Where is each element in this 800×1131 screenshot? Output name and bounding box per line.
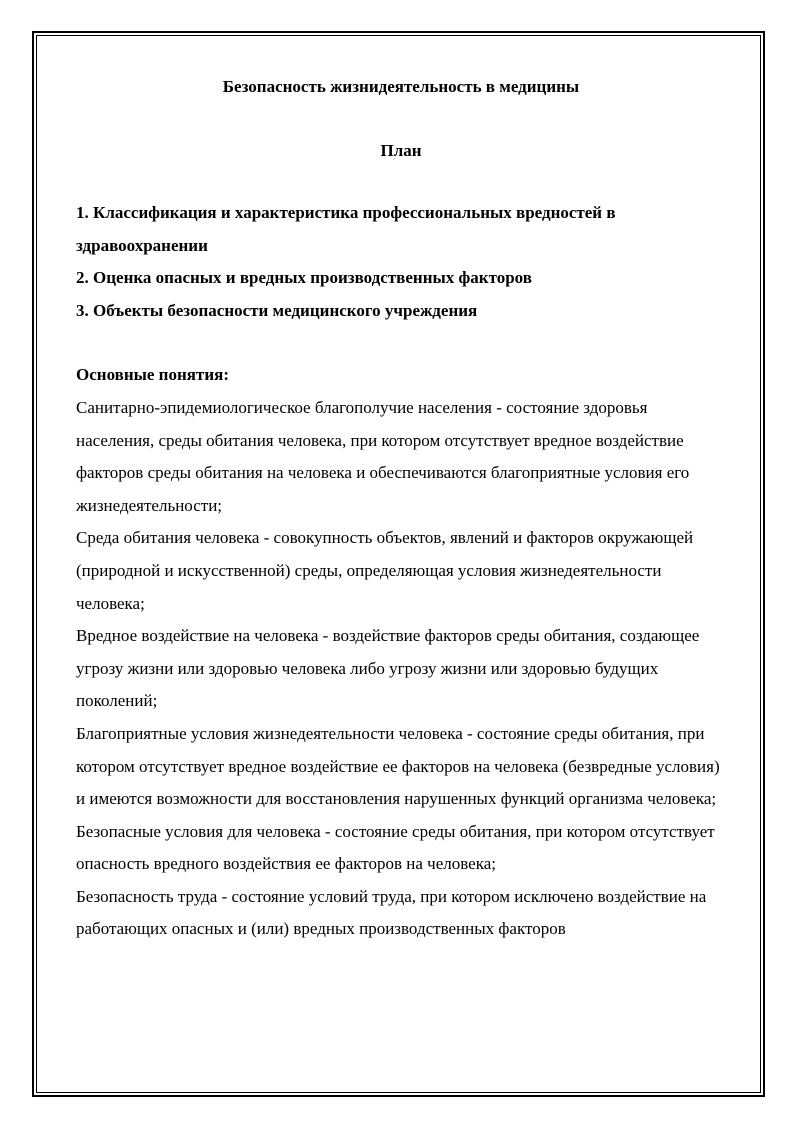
concept-definition: Благоприятные условия жизнедеятельности человека - состояние среды обитания, при котором отсутствует вредное воздействие ее факторов на человека (безвредные условия) и имеются возможности для восстановления нарушенных функций организма человека; <box>76 723 720 809</box>
concept-definition: Безопасность труда - состояние условий труда, при котором исключено воздействие на работающих опасных и (или) вредных производственных факторов <box>76 886 707 939</box>
concept-definition: Вредное воздействие на человека - воздействие факторов среды обитания, создающее угрозу жизни или здоровью человека либо угрозу жизни или здоровью будущих поколений; <box>76 626 700 711</box>
plan-item: 1. Классификация и характеристика профессиональных вредностей в здравоохранении <box>76 203 616 255</box>
concepts-list <box>76 392 726 946</box>
concepts-heading: Основные понятия: <box>76 365 229 385</box>
plan-list <box>76 197 726 327</box>
plan-item: 2. Оценка опасных и вредных производственных факторов <box>76 268 532 288</box>
plan-heading: План <box>380 141 422 160</box>
document-body <box>76 64 726 946</box>
concept-definition: Безопасные условия для человека - состояние среды обитания, при котором отсутствует опасность вредного воздействия ее факторов на человека; <box>76 821 715 874</box>
document-title: Безопасность жизнидеятельность в медицины <box>222 77 580 96</box>
concept-definition: Санитарно-эпидемиологическое благополучие населения - состояние здоровья населения, среды обитания человека, при котором отсутствует вредное воздействие факторов среды обитания на человека и обеспечиваются благоприятные условия его жизнедеятельности; <box>76 397 690 515</box>
plan-item: 3. Объекты безопасности медицинского учреждения <box>76 300 478 320</box>
concept-definition: Среда обитания человека - совокупность объектов, явлений и факторов окружающей (природной и искусственной) среды, определяющая условия жизнедеятельности человека; <box>76 528 694 613</box>
